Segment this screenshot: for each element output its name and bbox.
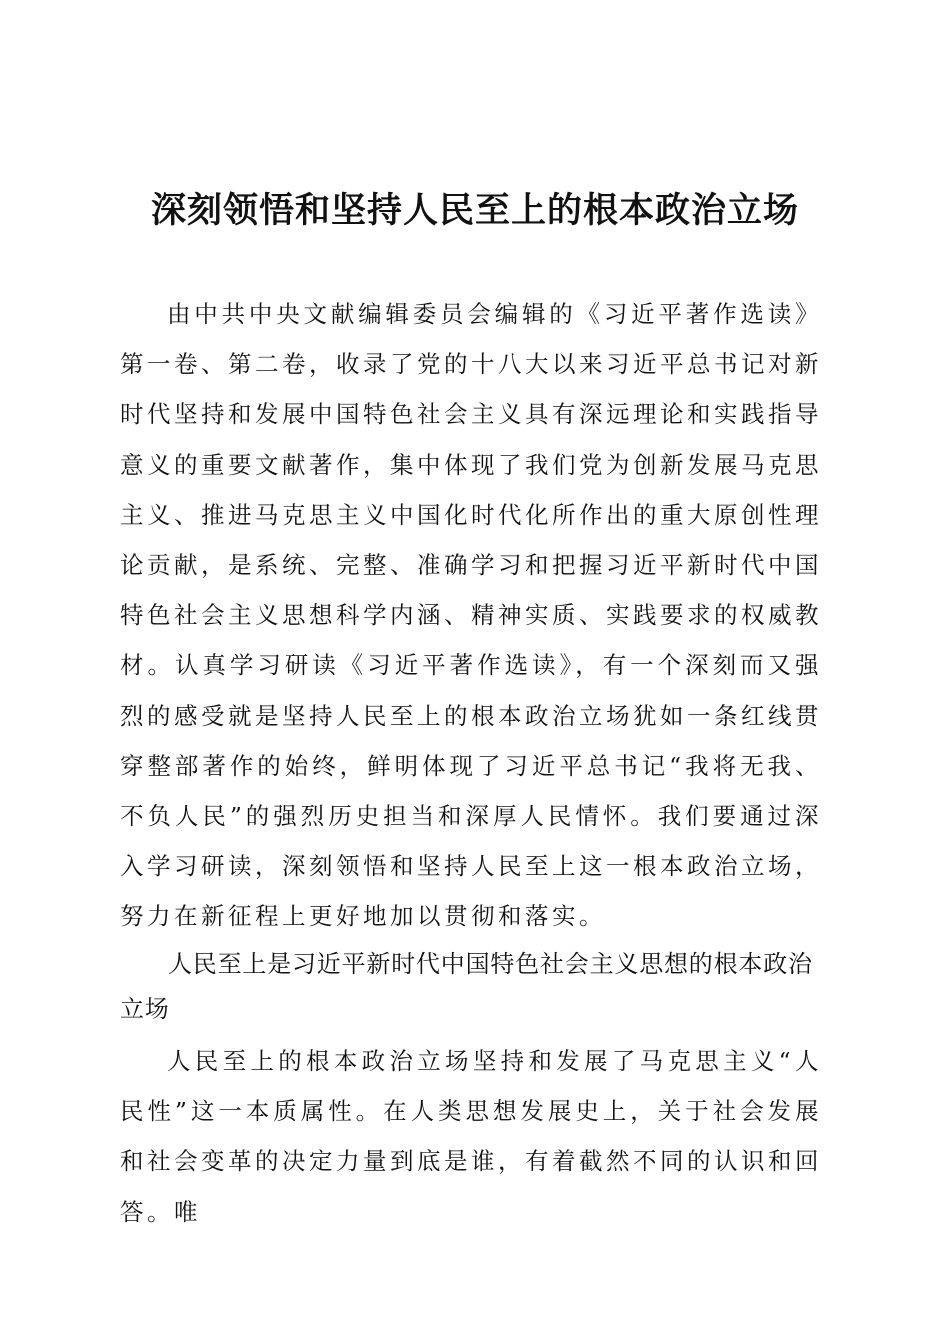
document-title: 深刻领悟和坚持人民至上的根本政治立场 [150,190,799,231]
section-heading-1: 人民至上是习近平新时代中国特色社会主义思想的根本政治立场 [120,950,813,1023]
body-paragraph-2: 人民至上的根本政治立场坚持和发展了马克思主义“人民性”这一本质属性。在人类思想发展史上，关于社会发展和社会变革的决定力量到底是谁，有着截然不同的认识和回答。唯 [120,1047,822,1226]
body-paragraph-1: 由中共中央文献编辑委员会编辑的《习近平著作选读》第一卷、第二卷，收录了党的十八大以来习近平总书记对新时代坚持和发展中国特色社会主义具有深远理论和实践指导意义的重要文献著作，集中体现了我们党为创新发展马克思主义、推进马克思主义中国化时代化所作出的重大原创性理论贡献，是系统、完整、准确学习和把握习近平新时代中国特色社会主义思想科学内涵、精神实质、实践要求的权威教材。认真学习研读《习近平著作选读》，有一个深刻而又强烈的感受就是坚持人民至上的根本政治立场犹如一条红线贯穿整部著作的始终，鲜明体现了习近平总书记“我将无我、不负人民”的强烈历史担当和深厚人民情怀。我们要通过深入学习研读，深刻领悟和坚持人民至上这一根本政治立场，努力在新征程上更好地加以贯彻和落实。 [120,300,822,931]
